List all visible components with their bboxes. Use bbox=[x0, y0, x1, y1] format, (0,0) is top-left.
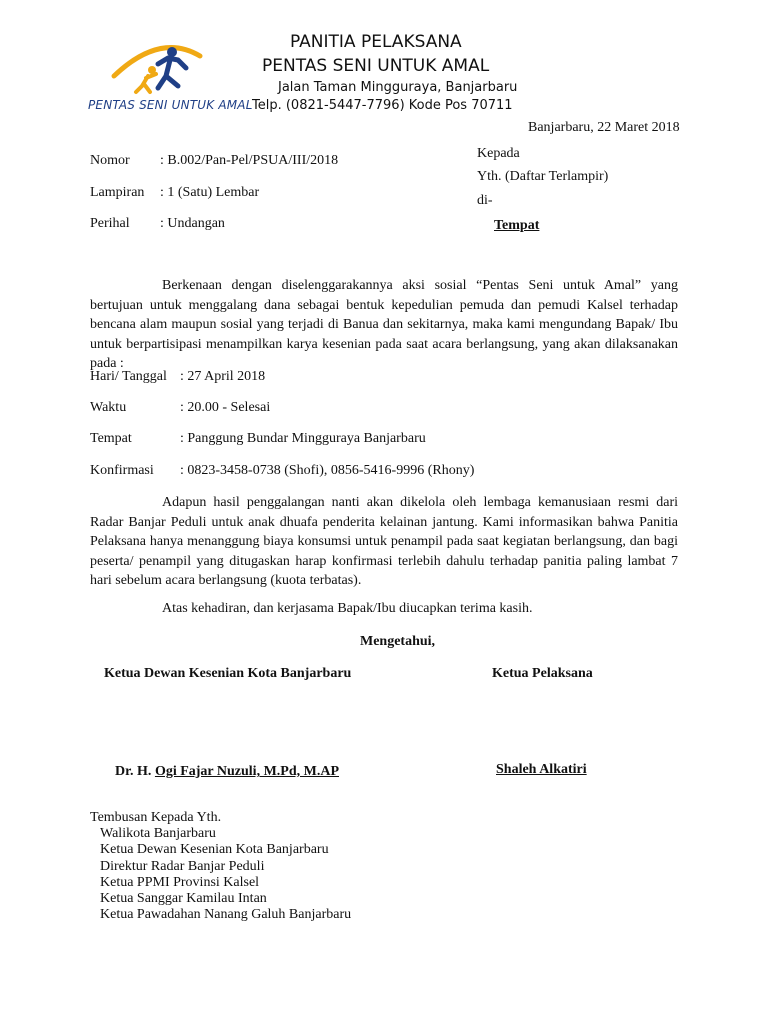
cc-item: Direktur Radar Banjar Peduli bbox=[100, 858, 265, 874]
meta-nomor-label: Nomor bbox=[90, 153, 130, 168]
closing-paragraph: Atas kehadiran, dan kerjasama Bapak/Ibu diucapkan terima kasih. bbox=[162, 601, 533, 616]
detail-time-label: Waktu bbox=[90, 400, 127, 415]
second-paragraph-text: Adapun hasil penggalangan nanti akan dikelola oleh lembaga kemanusiaan resmi dari Radar Banjar Peduli untuk anak dhuafa penderita kelainan jantung. Kami informasikan bahwa Panitia Pelaksana hanya menanggung biaya konsumsi untuk penampil pada saat kegiatan berlangsung, dan bagi peserta/ penampil yang ditugaskan harap konfirmasi terlebih dahulu terhadap panitia paling lambat 7 hari sebelum acara berlangsung (kuota terbatas). bbox=[90, 495, 678, 588]
detail-confirm-value: : 0823-3458-0738 (Shofi), 0856-5416-9996 (Rhony) bbox=[180, 463, 475, 478]
letterhead-address: Jalan Taman Mingguraya, Banjarbaru bbox=[278, 80, 518, 95]
left-signatory-name-prefix: Dr. H. bbox=[115, 764, 155, 779]
right-signatory-title: Ketua Pelaksana bbox=[492, 666, 593, 681]
recipient-tempat: Tempat bbox=[494, 218, 540, 233]
cc-item: Ketua PPMI Provinsi Kalsel bbox=[100, 874, 260, 890]
opening-paragraph-text: Berkenaan dengan diselenggarakannya aksi sosial “Pentas Seni untuk Amal” yang bertujuan untuk menggalang dana sebagai bentuk kepedulian pemuda dan pemudi Kalsel terhadap bencana alam maupun sosial yang terjadi di Banua dan sekitarnya, maka kami mengundang Bapak/ Ibu untuk berpartisipasi menampilkan karya kesenian pada saat acara berlangsung, yang akan dilaksanakan pada : bbox=[90, 278, 678, 371]
cc-list bbox=[90, 810, 351, 923]
detail-date-label: Hari/ Tanggal bbox=[90, 369, 167, 384]
logo-child-body bbox=[136, 74, 156, 92]
meta-perihal-value: : Undangan bbox=[160, 216, 225, 231]
recipient-yth: Yth. (Daftar Terlampir) bbox=[477, 169, 609, 184]
date-line: Banjarbaru, 22 Maret 2018 bbox=[528, 120, 680, 135]
meta-lampiran-label: Lampiran bbox=[90, 185, 145, 200]
mengetahui-label: Mengetahui, bbox=[360, 634, 436, 649]
logo-adult-head bbox=[167, 47, 177, 57]
meta-perihal-label: Perihal bbox=[90, 216, 130, 231]
logo-text: PENTAS SENI UNTUK AMAL bbox=[88, 98, 253, 112]
letterhead-line1: PANITIA PELAKSANA bbox=[290, 32, 462, 52]
cc-item: Walikota Banjarbaru bbox=[100, 826, 216, 842]
second-paragraph bbox=[90, 493, 678, 591]
meta-lampiran-value: : 1 (Satu) Lembar bbox=[160, 185, 260, 200]
letterhead-line2: PENTAS SENI UNTUK AMAL bbox=[262, 56, 490, 76]
detail-place-value: : Panggung Bundar Mingguraya Banjarbaru bbox=[180, 431, 426, 446]
opening-paragraph bbox=[90, 276, 678, 374]
right-signatory-name: Shaleh Alkatiri bbox=[496, 762, 587, 777]
recipient-di: di- bbox=[477, 193, 493, 208]
detail-confirm-label: Konfirmasi bbox=[90, 463, 154, 478]
recipient-kepada: Kepada bbox=[477, 146, 520, 161]
left-signatory-name-text: Ogi Fajar Nuzuli, M.Pd, M.AP bbox=[154, 764, 339, 779]
cc-heading: Tembusan Kepada Yth. bbox=[90, 810, 222, 825]
detail-time-value: : 20.00 - Selesai bbox=[180, 400, 271, 415]
cc-item: Ketua Sanggar Kamilau Intan bbox=[100, 891, 267, 907]
letterhead-phone: Telp. (0821-5447-7796) Kode Pos 70711 bbox=[252, 98, 513, 113]
left-signatory-name bbox=[115, 764, 339, 780]
detail-place-label: Tempat bbox=[90, 431, 132, 446]
cc-item: Ketua Pawadahan Nanang Galuh Banjarbaru bbox=[100, 907, 352, 923]
left-signatory-title: Ketua Dewan Kesenian Kota Banjarbaru bbox=[104, 666, 352, 681]
meta-nomor-value: : B.002/Pan-Pel/PSUA/III/2018 bbox=[160, 153, 339, 168]
logo-adult-body bbox=[158, 58, 186, 88]
detail-date-value: : 27 April 2018 bbox=[180, 369, 266, 384]
cc-item: Ketua Dewan Kesenian Kota Banjarbaru bbox=[100, 842, 329, 858]
